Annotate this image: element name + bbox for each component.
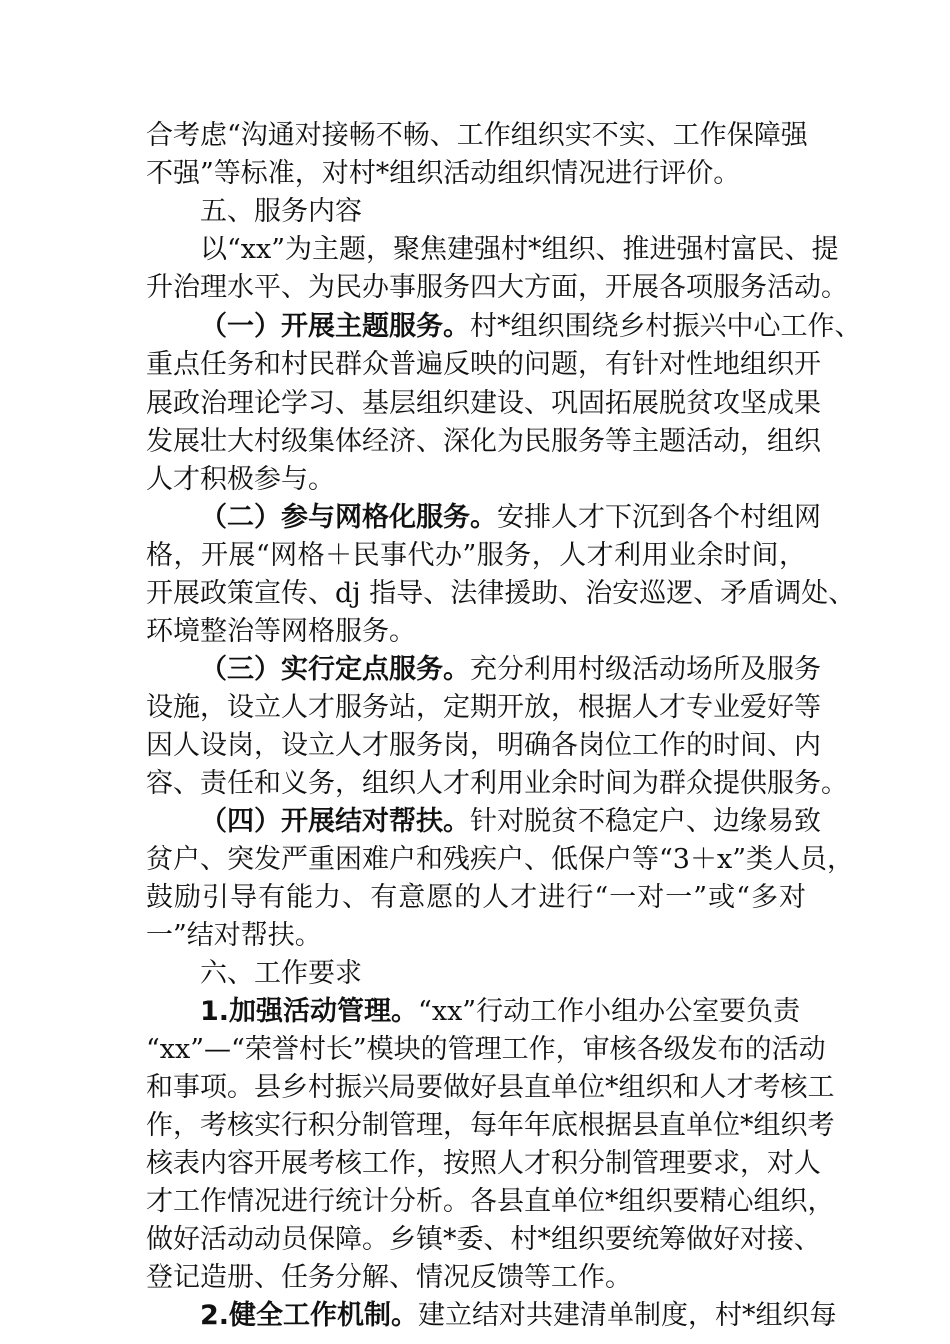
body-line: 环境整治等网格服务。 (146, 616, 416, 647)
subsection-text: 村*组织围绕乡村振兴中心工作、 (470, 311, 862, 342)
requirement-line (200, 994, 806, 1030)
section-heading: 五、服务内容 (200, 196, 362, 227)
section-heading: 六、工作要求 (200, 958, 362, 989)
body-line: 核表内容开展考核工作，按照人才积分制管理要求，对人 (146, 1148, 821, 1179)
subsection-title: （一）开展主题服务。 (200, 311, 470, 342)
body-line: 升治理水平、为民办事服务四大方面，开展各项服务活动。 (146, 272, 848, 303)
body-line: 重点任务和村民群众普遍反映的问题，有针对性地组织开 (146, 349, 821, 380)
requirement-line (200, 1298, 837, 1334)
body-line: 做好活动动员保障。乡镇*委、村*组织要统筹做好对接、 (146, 1224, 821, 1255)
body-line: 因人设岗，设立人才服务岗，明确各岗位工作的时间、内 (146, 730, 821, 761)
body-line: 作，考核实行积分制管理，每年年底根据县直单位*组织考 (146, 1110, 835, 1141)
body-line: 贫户、突发严重困难户和残疾户、低保户等“3＋x”类人员， (146, 844, 855, 875)
body-line: 不强”等标准，对村*组织活动组织情况进行评价。 (146, 158, 741, 189)
body-line: 开展政策宣传、dj 指导、法律援助、治安巡逻、矛盾调处、 (146, 578, 856, 609)
body-line: 设施，设立人才服务站，定期开放，根据人才专业爱好等 (146, 692, 821, 723)
subsection-line (200, 309, 862, 345)
subsection-line (200, 804, 821, 840)
body-line: 才工作情况进行统计分析。各县直单位*组织要精心组织， (146, 1186, 835, 1217)
requirement-title: 2.健全工作机制。 (200, 1300, 419, 1331)
requirement-text: 建立结对共建清单制度，村*组织每 (418, 1300, 837, 1331)
subsection-line (200, 652, 821, 688)
body-line: 发展壮大村级集体经济、深化为民服务等主题活动，组织 (146, 426, 821, 457)
subsection-line (200, 500, 821, 536)
requirement-text: “xx”行动工作小组办公室要负责 (418, 996, 801, 1027)
subsection-text: 安排人才下沉到各个村组网 (497, 502, 821, 533)
subsection-text: 针对脱贫不稳定户、边缘易致 (470, 806, 821, 837)
subsection-title: （二）参与网格化服务。 (200, 502, 497, 533)
body-line: 登记造册、任务分解、情况反馈等工作。 (146, 1262, 632, 1293)
body-line: 和事项。县乡村振兴局要做好县直单位*组织和人才考核工 (146, 1072, 835, 1103)
body-line: 格，开展“网格＋民事代办”服务，人才利用业余时间， (146, 540, 806, 571)
body-line: 展政治理论学习、基层组织建设、巩固拓展脱贫攻坚成果 (146, 388, 821, 419)
requirement-title: 1.加强活动管理。 (200, 996, 419, 1027)
body-line: 一”结对帮扶。 (146, 920, 322, 951)
body-line: “xx”—“荣誉村长”模块的管理工作，审核各级发布的活动 (146, 1034, 826, 1065)
body-line: 合考虑“沟通对接畅不畅、工作组织实不实、工作保障强 (146, 120, 808, 151)
body-line: 以“xx”为主题，聚焦建强村*组织、推进强村富民、提 (200, 234, 839, 265)
body-line: 容、责任和义务，组织人才利用业余时间为群众提供服务。 (146, 768, 848, 799)
subsection-title: （四）开展结对帮扶。 (200, 806, 470, 837)
body-line: 人才积极参与。 (146, 464, 335, 495)
subsection-title: （三）实行定点服务。 (200, 654, 470, 685)
subsection-text: 充分利用村级活动场所及服务 (470, 654, 821, 685)
body-line: 鼓励引导有能力、有意愿的人才进行“一对一”或“多对 (146, 882, 806, 913)
